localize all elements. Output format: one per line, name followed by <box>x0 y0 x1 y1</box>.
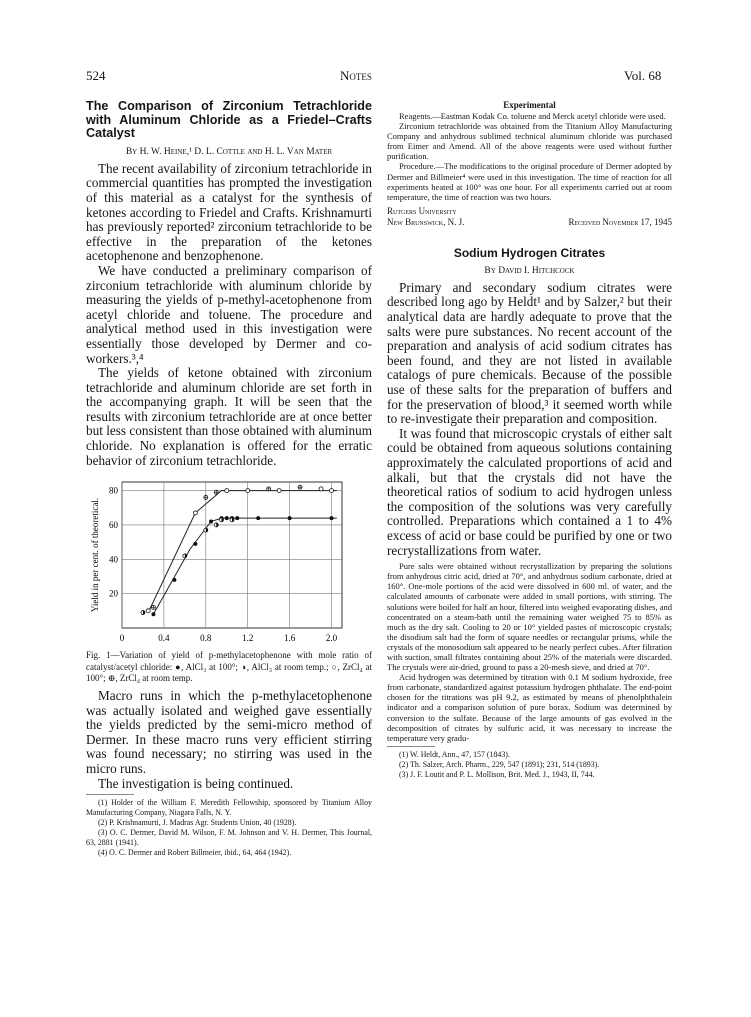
paragraph: Primary and secondary sodium citrates were described long ago by Heldt¹ and by Salzer,² but their analytical data are hardly adequate to prove that the salts were pure substances. No recent account of the preparation and analysis of acid sodium citrates has been found, and they are not listed in available catalogs of pure chemicals. Because of the possible use of these salts for the preparation of buffers and for the preservation of blood,³ it seemed worth while to re-investigate their preparation and composition. <box>387 279 672 427</box>
received-date: Received November 17, 1945 <box>568 216 672 227</box>
footnote: (2) P. Krishnamurti, J. Madras Agr. Students Union, 40 (1928). <box>98 818 297 827</box>
x-tick-label: 1.2 <box>242 633 254 644</box>
footnote: (1) W. Heldt, Ann., 47, 157 (1843). <box>399 749 510 759</box>
data-point-open <box>193 511 197 515</box>
curve-line <box>148 491 337 613</box>
data-point-open <box>225 489 229 493</box>
article-title: Sodium Hydrogen Citrates <box>453 245 606 260</box>
location: New Brunswick, N. J. <box>387 216 465 227</box>
paragraph: The yields of ketone obtained with zirconium tetrachloride and aluminum chloride are set forth in the accompanying graph. It will be seen that the results with zirconium tetrachloride are at once better but less consistent than those obtained with aluminum chloride. No explanation is offered for the erratic behavior of zirconium tetrachloride. <box>86 365 372 468</box>
affiliation: Rutgers University <box>387 205 457 216</box>
article-byline: By H. W. Heine,¹ D. L. Cottle and H. L. Van Mater <box>125 146 333 157</box>
data-point-open <box>319 487 323 491</box>
yield-chart <box>86 476 372 646</box>
data-point-filled <box>209 520 213 524</box>
data-point-filled <box>288 516 292 520</box>
y-tick-label: 20 <box>109 588 118 599</box>
chart-svg <box>86 476 372 646</box>
footnote: (2) Th. Salzer, Arch. Pharm., 229, 547 (1891); 231, 514 (1893). <box>399 759 600 769</box>
footnote-rule <box>387 746 435 747</box>
x-tick-label: 1.6 <box>283 633 296 644</box>
curve-line <box>153 518 336 614</box>
data-point-filled <box>256 516 260 520</box>
x-tick-label: 0 <box>119 633 125 644</box>
page-number: 524 <box>86 68 106 83</box>
received-line <box>387 217 672 228</box>
data-point-filled <box>330 516 334 520</box>
data-point-filled <box>172 578 176 582</box>
paragraph: Macro runs in which the p-methylacetophenone was actually isolated and weighed gave essentially the yields predicted by the semi-micro method of Dermer. In these macro runs very efficient stirring was found necessary; no stirring was used in the micro runs. <box>86 688 372 776</box>
figure-caption: Fig. 1—Variation of yield of p-methylacetophenone with mole ratio of catalyst/acetyl chloride: ●, AlCl₃ at 100°; ◑, AlCl₃ at room temp.; ○, ZrCl₄ at 100°; ⊕, ZrCl₄ at room temp. <box>86 650 372 684</box>
y-axis-label: Yield in per cent. of theoretical. <box>90 498 100 613</box>
y-tick-label: 80 <box>109 485 118 496</box>
paragraph: Zirconium tetrachloride was obtained from the Titanium Alloy Manufacturing Company and anhydrous sublimed technical aluminum chloride was purchased from Eimer and Amend. All of the above reagents were used without further purification. <box>387 121 672 162</box>
x-tick-label: 2.0 <box>325 633 338 644</box>
data-point-open <box>246 489 250 493</box>
y-tick-label: 60 <box>109 520 118 531</box>
x-tick-label: 0.8 <box>200 633 212 644</box>
y-tick-label: 40 <box>109 554 118 565</box>
data-point-open <box>277 489 281 493</box>
paragraph: It was found that microscopic crystals of either salt could be obtained from aqueous solutions containing approximately the calculated proportions of acid and alkali, but that the crystals did not have the theoretical ratios of sodium to acid hydrogen unless the composition of the solutions was very carefully controlled. Preparations which contained a 1 to 4% excess of acid or base could be purified by one or two recrystallizations from water. <box>387 425 672 558</box>
article-title: The Comparison of Zirconium Tetrachloride with Aluminum Chloride as a Friedel–Crafts Catalyst <box>86 99 372 141</box>
data-point-open <box>330 489 334 493</box>
footnote: (3) J. F. Loutit and P. L. Mollison, Brit. Med. J., 1943, II, 744. <box>399 769 595 779</box>
data-point-filled <box>151 613 155 617</box>
paragraph: Pure salts were obtained without recrystallization by preparing the solutions from anhydrous citric acid, dried at 70°, and anhydrous sodium carbonate, dried at 160°. One-mole portions of the acid were dissolved in 600 ml. of water, and the calculated amounts of carbonate were added in small portions, with stirring. The solutions were boiled for half an hour, filtered into weighed evaporating dishes, and concentrated on a steam-bath until the remaining water weighed 75 to 85% as much as the dry salt. Cooling to 20 or 10° yielded pastes of microscopic crystals; the disodium salt had the form of square needles or rectangular prisms, while the crystals of the monosodium salt appeared to be nearly perfect cubes. After filtration with suction, small filtrates containing about 25% of the materials were discarded. The crystals were air-dried, ground to pass a 20-mesh sieve, and dried at 70°. <box>387 561 672 673</box>
left-column <box>86 100 372 858</box>
paragraph: Procedure.—The modifications to the original procedure of Dermer adopted by Dermer and Billmeier⁴ were used in this investigation. The time of reaction for all experiments heated at 100° was one hour. For all experiments carried out at room temperature, the time of reaction was two hours. <box>387 161 672 202</box>
running-head: Notes <box>340 68 372 83</box>
paragraph: The investigation is being continued. <box>98 775 294 791</box>
data-point-filled <box>235 516 239 520</box>
paragraph: The recent availability of zirconium tetrachloride in commercial quantities has prompted the investigation of this material as a catalyst for the synthesis of ketones according to Friedel and Crafts. Krishnamurti has previously reported² zirconium tetrachloride to be effective in the preparation of the ketones acetophenone and benzophenone. <box>86 160 372 264</box>
footnote-rule <box>86 794 134 795</box>
footnote: (4) O. C. Dermer and Robert Billmeier, ibid., 64, 464 (1942). <box>98 847 292 857</box>
right-column <box>387 100 672 780</box>
footnote: (1) Holder of the William F. Meredith Fellowship, sponsored by Titanium Alloy Manufacturing Company, Niagara Falls, N. Y. <box>86 798 372 818</box>
data-point-open <box>146 609 150 613</box>
x-tick-label: 0.4 <box>158 633 170 644</box>
footnote: (3) O. C. Dermer, David M. Wilson, F. M. Johnson and V. H. Dermer, This Journal, 63, 2881 (1941). <box>86 827 372 847</box>
volume-number: Vol. 68 <box>624 68 662 83</box>
experimental-heading: Experimental <box>503 100 556 110</box>
article-byline: By David I. Hitchcock <box>484 265 575 276</box>
paragraph: We have conducted a preliminary comparison of zirconium tetrachloride with aluminum chloride by measuring the yields of p-methyl-acetophenone from acetyl chloride and toluene. The procedure and analytical method used in this investigation were essentially those developed by Dermer and co-workers.³,⁴ <box>86 262 372 366</box>
paragraph: Acid hydrogen was determined by titration with 0.1 M sodium hydroxide, free from carbonate, standardized against potassium hydrogen phthalate. The end-point chosen for the titrations was pH 9.2, as estimated by means of phenolphthalein indicator and a comparison solution of pure borax. Sodium was determined by conversion to the sulfate. Because of the large amounts of gas evolved in the decomposition of citrates by sulfuric acid, it was necessary to increase the temperature very gradu- <box>387 672 672 743</box>
data-point-filled <box>193 542 197 546</box>
paragraph: Reagents.—Eastman Kodak Co. toluene and Merck acetyl chloride were used. <box>399 111 666 121</box>
data-point-filled <box>225 516 229 520</box>
